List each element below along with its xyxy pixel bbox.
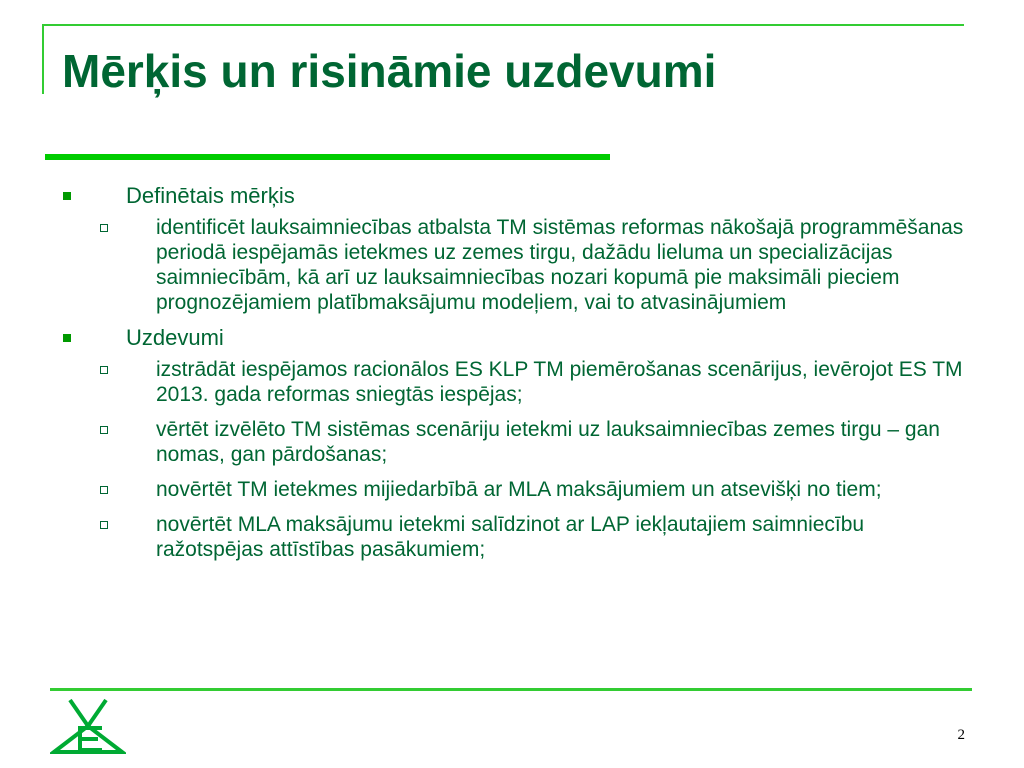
list-item-text: vērtēt izvēlēto TM sistēmas scenāriju ietekmi uz lauksaimniecības zemes tirgu – gan nomas, gan pārdošanas; <box>156 418 940 466</box>
list-item-text: novērtēt TM ietekmes mijiedarbībā ar MLA maksājumiem un atsevišķi no tiem; <box>156 478 882 501</box>
square-bullet-icon <box>63 192 71 200</box>
title-underline <box>45 154 610 160</box>
list-item <box>60 417 970 467</box>
list-item <box>60 477 970 502</box>
square-bullet-icon <box>63 334 71 342</box>
footer-line <box>50 688 972 691</box>
hollow-square-bullet-icon <box>100 224 108 232</box>
slide-content <box>60 183 970 572</box>
list-item <box>60 512 970 562</box>
hollow-square-bullet-icon <box>100 521 108 529</box>
list-item-text: izstrādāt iespējamos racionālos ES KLP TM piemērošanas scenārijus, ievērojot ES TM 2013. gada reformas sniegtās iespējas; <box>156 358 963 406</box>
section-heading-text: Definētais mērķis <box>126 183 295 208</box>
hollow-square-bullet-icon <box>100 366 108 374</box>
page-number: 2 <box>957 727 965 743</box>
list-item-text: novērtēt MLA maksājumu ietekmi salīdzinot ar LAP iekļautajiem saimniecību ražotspējas attīstības pasākumiem; <box>156 513 865 561</box>
hollow-square-bullet-icon <box>100 486 108 494</box>
list-item-text: identificēt lauksaimniecības atbalsta TM sistēmas reformas nākošajā programmēšanas periodā iespējamās ietekmes uz zemes tirgu, dažādu lieluma un specializācijas saimniecībām, kā arī uz lauksaimniecības nozari kopumā pie maksimāli pieciem prognozējamiem platībmaksājumu modeļiem, vai to atvasinājumiem <box>156 216 964 314</box>
section-heading-text: Uzdevumi <box>126 325 224 350</box>
list-item <box>60 215 970 315</box>
xe-logo-icon <box>50 696 126 756</box>
section-heading <box>60 183 970 209</box>
list-item <box>60 357 970 407</box>
hollow-square-bullet-icon <box>100 426 108 434</box>
slide-title: Mērķis un risināmie uzdevumi <box>62 45 717 97</box>
frame-left-line <box>42 24 44 94</box>
section-heading <box>60 325 970 351</box>
frame-top-line <box>42 24 964 26</box>
